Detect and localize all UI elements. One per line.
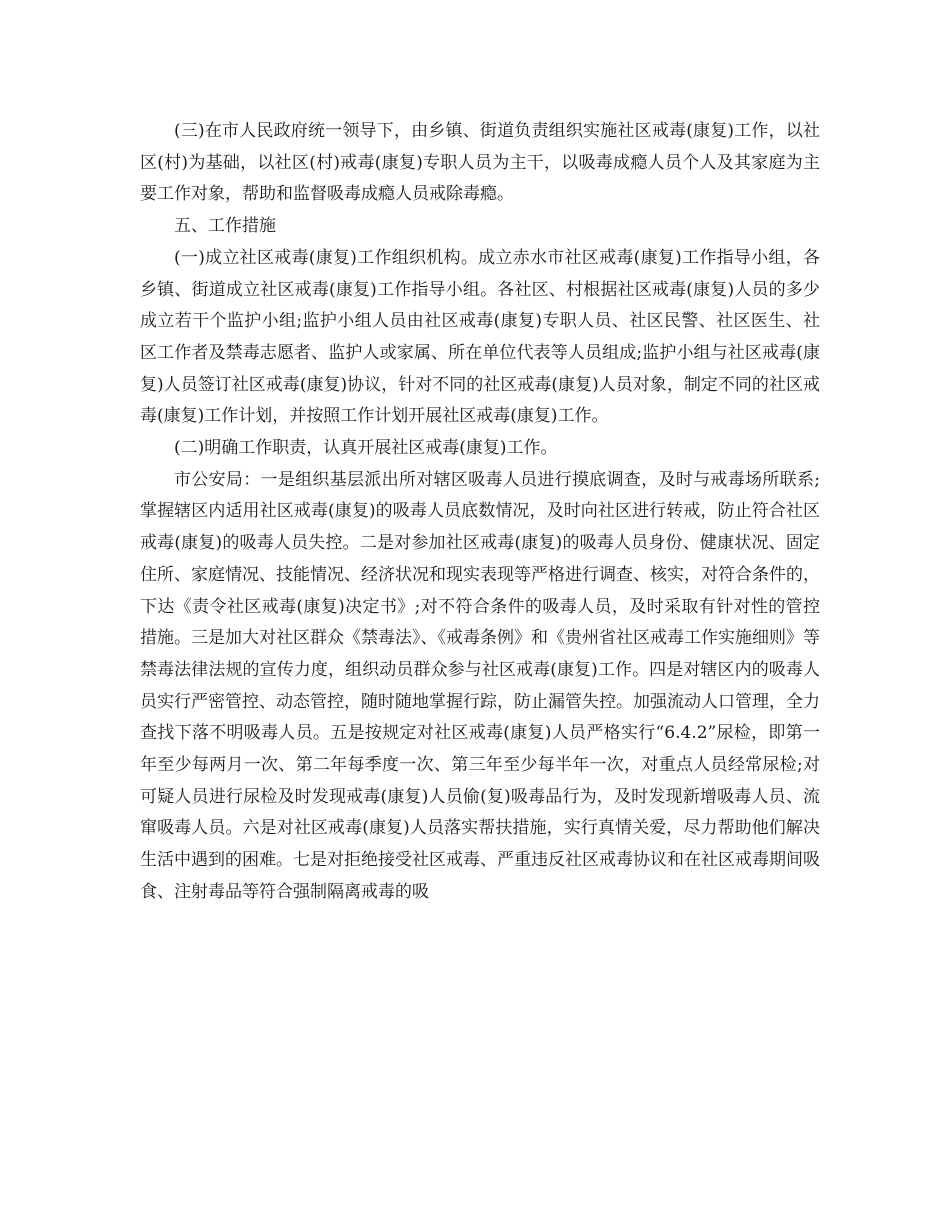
paragraph-community-rehab-leadership: (三)在市人民政府统一领导下，由乡镇、街道负责组织实施社区戒毒(康复)工作，以社区(村)为基础，以社区(村)戒毒(康复)专职人员为主干，以吸毒成瘾人员个人及其家庭为主要工作对象，帮助和监督吸毒成瘾人员戒除毒瘾。 (140, 121, 820, 205)
paragraph-clarify-duties: (二)明确工作职责，认真开展社区戒毒(康复)工作。 (174, 438, 558, 459)
paragraph-public-security-bureau: 市公安局：一是组织基层派出所对辖区吸毒人员进行摸底调查，及时与戒毒场所联系;掌握辖区内适用社区戒毒(康复)的吸毒人员底数情况，及时向社区进行转戒，防止符合社区戒毒(康复)的吸毒人员失控。二是对参加社区戒毒(康复)的吸毒人员身份、健康状况、固定住所、家庭情况、技能情况、经济状况和现实表现等严格进行调查、核实，对符合条件的，下达《责令社区戒毒(康复)决定书》;对不符合条件的吸毒人员，及时采取有针对性的管控措施。三是加大对社区群众《禁毒法》、《戒毒条例》和《贵州省社区戒毒工作实施细则》等禁毒法律法规的宣传力度，组织动员群众参与社区戒毒(康复)工作。四是对辖区内的吸毒人员实行严密管控、动态管控，随时随地掌握行踪，防止漏管失控。加强流动人口管理，全力查找下落不明吸毒人员。五是按规定对社区戒毒(康复)人员严格实行“6.4.2”尿检，即第一年至少每两月一次、第二年每季度一次、第三年至少每半年一次，对重点人员经常尿检;对可疑人员进行尿检及时发现戒毒(康复)人员偷(复)吸毒品行为，及时发现新增吸毒人员、流窜吸毒人员。六是对社区戒毒(康复)人员落实帮扶措施，实行真情关爱，尽力帮助他们解决生活中遇到的困难。七是对拒绝接受社区戒毒、严重违反社区戒毒协议和在社区戒毒期间吸食、注射毒品等符合强制隔离戒毒的吸 (140, 469, 820, 902)
section-heading-work-measures: 五、工作措施 (174, 216, 276, 237)
document-body (140, 116, 820, 909)
paragraph-organization-setup: (一)成立社区戒毒(康复)工作组织机构。成立赤水市社区戒毒(康复)工作指导小组，各乡镇、街道成立社区戒毒(康复)工作指导小组。各社区、村根据社区戒毒(康复)人员的多少成立若干个监护小组;监护小组人员由社区戒毒(康复)专职人员、社区民警、社区医生、社区工作者及禁毒志愿者、监护人或家属、所在单位代表等人员组成;监护小组与社区戒毒(康复)人员签订社区戒毒(康复)协议，针对不同的社区戒毒(康复)人员对象，制定不同的社区戒毒(康复)工作计划，并按照工作计划开展社区戒毒(康复)工作。 (140, 247, 820, 427)
